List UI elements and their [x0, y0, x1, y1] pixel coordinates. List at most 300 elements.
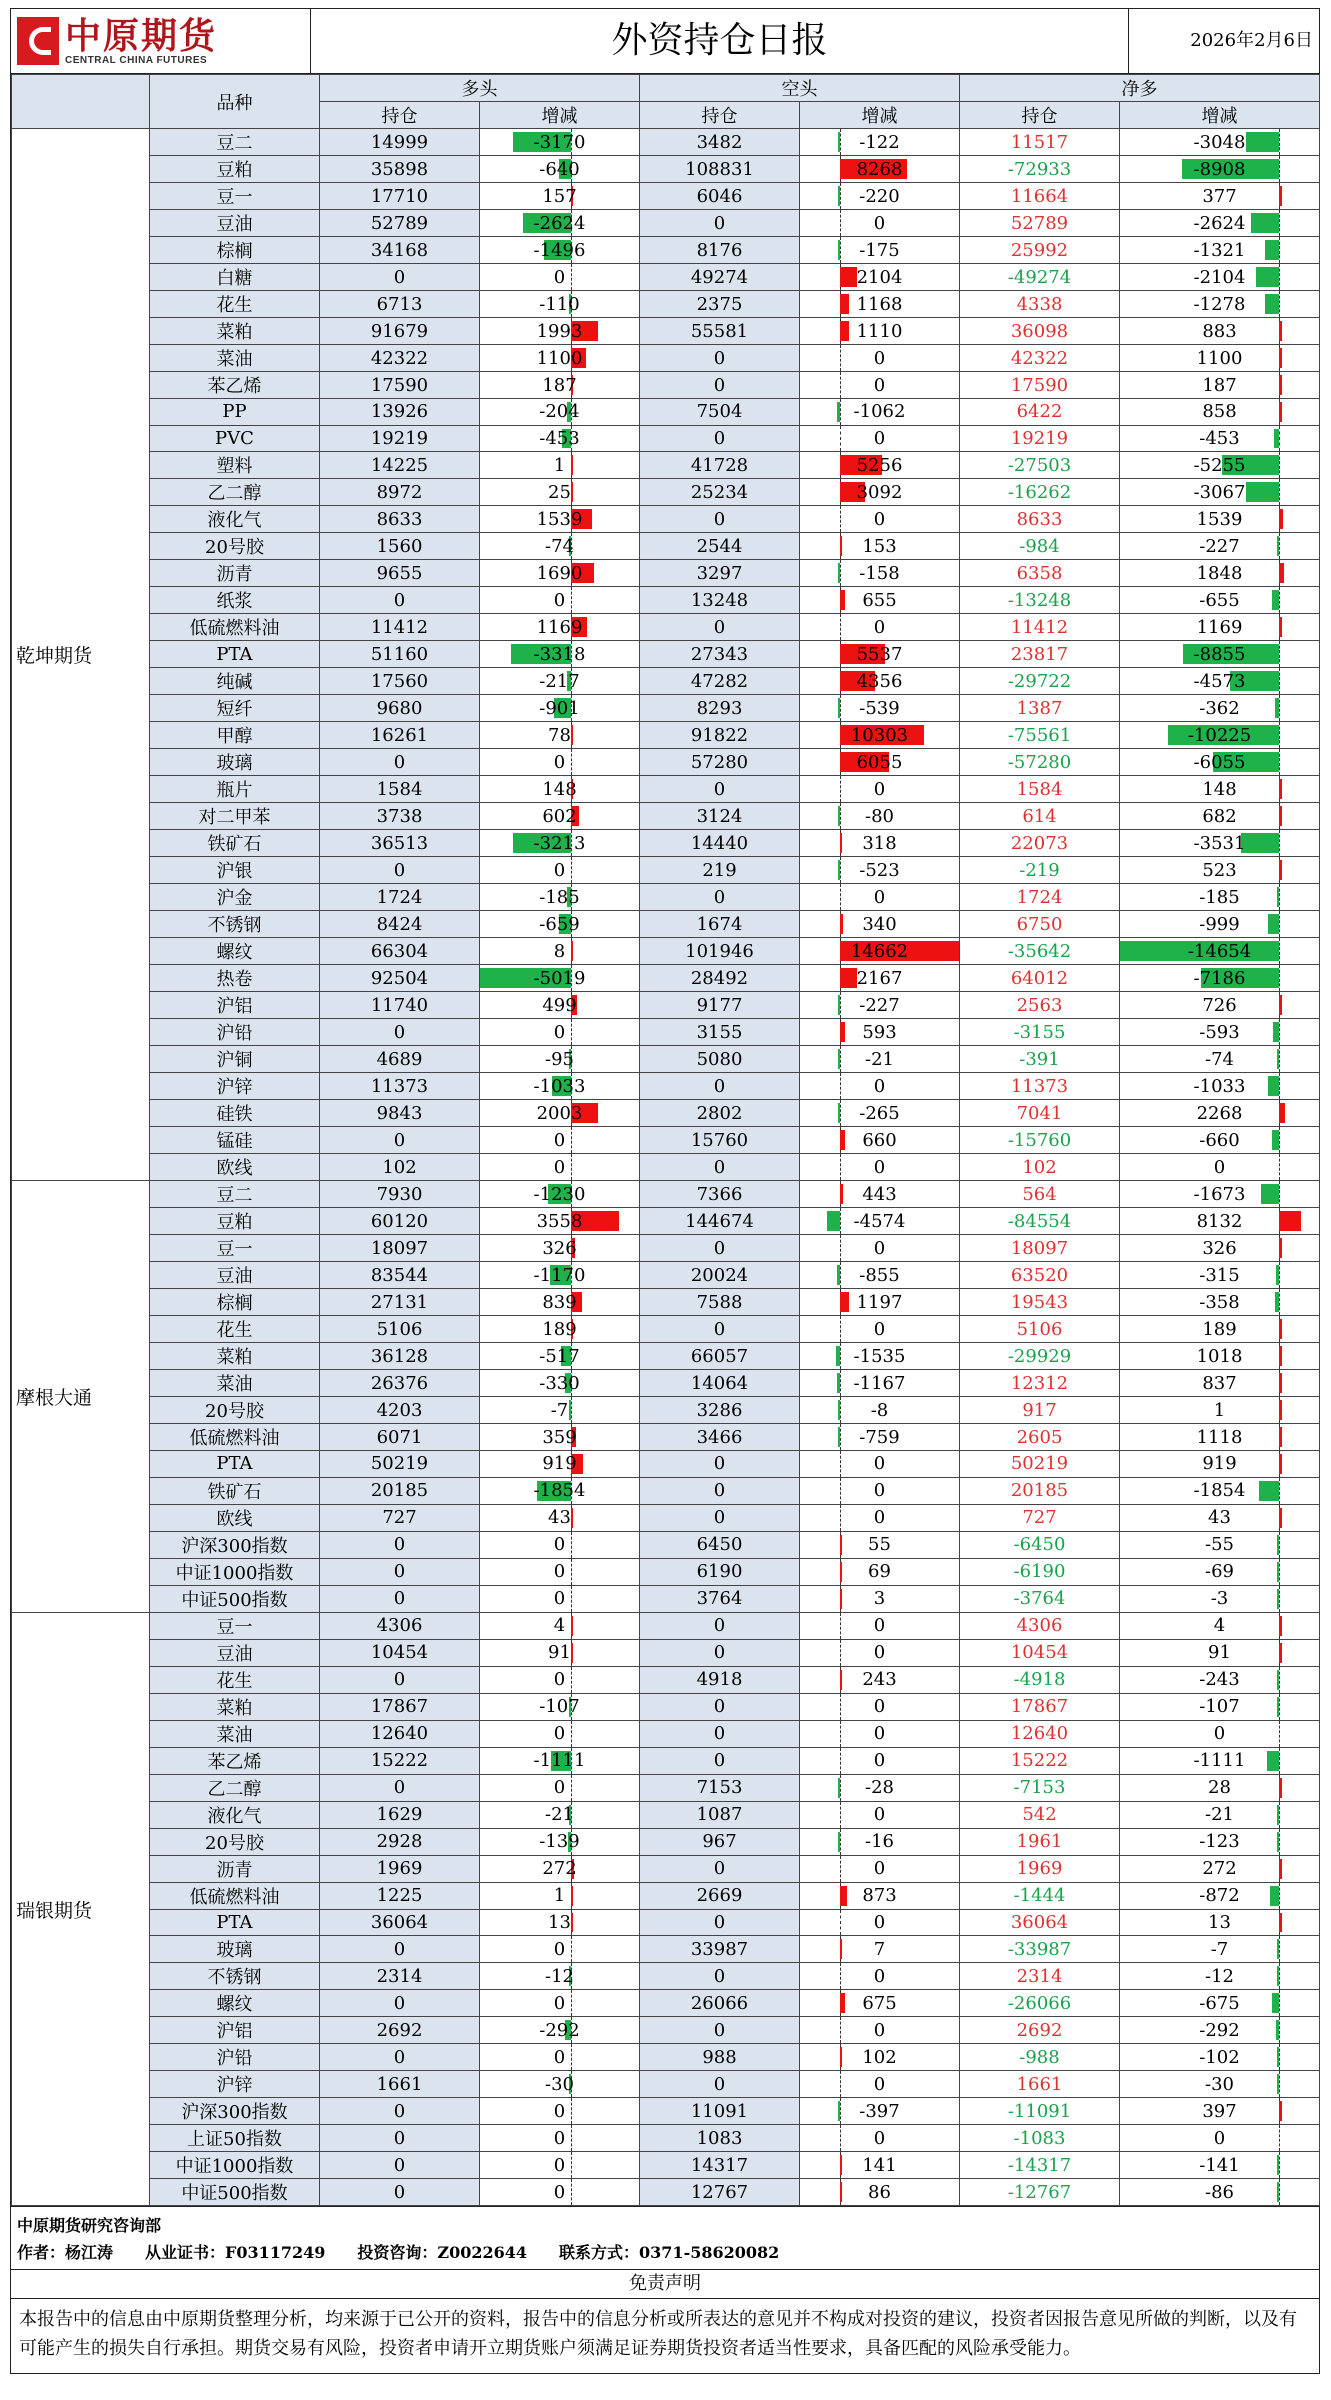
table-row	[12, 1451, 1320, 1478]
zero-axis	[840, 803, 841, 829]
increase-bar	[1279, 1913, 1281, 1933]
change-value: 883	[1202, 320, 1237, 342]
variety-cell: 豆一	[150, 183, 320, 210]
zero-axis	[571, 857, 572, 883]
increase-bar	[840, 1130, 845, 1150]
zero-axis	[840, 1478, 841, 1504]
decrease-bar	[837, 402, 840, 422]
zero-axis	[571, 2179, 572, 2205]
long-change-cell	[480, 1343, 640, 1370]
zero-axis	[1279, 1262, 1280, 1288]
short-hold-cell: 0	[640, 1316, 800, 1343]
change-value: -28	[865, 1777, 894, 1799]
short-change-cell	[800, 129, 960, 156]
variety-cell: 锰硅	[150, 1127, 320, 1154]
change-value: 0	[553, 2046, 566, 2068]
net-hold-cell: 52789	[960, 210, 1120, 237]
change-value: 14662	[850, 940, 909, 962]
change-value: -659	[539, 913, 580, 935]
zero-axis	[840, 1397, 841, 1423]
change-value: 0	[873, 1480, 886, 1502]
change-value: 78	[548, 724, 571, 746]
change-value: 189	[542, 1318, 577, 1340]
net-change-cell	[1120, 1100, 1320, 1127]
table-row	[12, 372, 1320, 399]
short-change-cell	[800, 1774, 960, 1801]
table-row	[12, 1019, 1320, 1046]
short-hold-cell: 5080	[640, 1046, 800, 1073]
increase-bar	[840, 1562, 842, 1582]
zero-axis	[840, 1046, 841, 1072]
table-row	[12, 1370, 1320, 1397]
net-hold-cell: -26066	[960, 1990, 1120, 2017]
long-hold-cell: 0	[320, 749, 480, 776]
change-value: -139	[539, 1831, 580, 1853]
net-hold-cell: 11373	[960, 1073, 1120, 1100]
net-change-cell	[1120, 587, 1320, 614]
net-change-cell	[1120, 1612, 1320, 1639]
table-row	[12, 533, 1320, 560]
table-row	[12, 1612, 1320, 1639]
short-hold-cell: 91822	[640, 722, 800, 749]
net-hold-cell: -7153	[960, 1774, 1120, 1801]
change-value: -185	[1199, 886, 1240, 908]
table-row	[12, 1936, 1320, 1963]
table-row	[12, 1046, 1320, 1073]
net-hold-cell: -988	[960, 2044, 1120, 2071]
change-value: -69	[1205, 1561, 1234, 1583]
net-hold-cell: 727	[960, 1504, 1120, 1531]
long-hold-cell: 727	[320, 1504, 480, 1531]
net-hold-cell: -75561	[960, 722, 1120, 749]
short-hold-cell: 0	[640, 1720, 800, 1747]
net-hold-cell: -27503	[960, 452, 1120, 479]
long-change-cell	[480, 1828, 640, 1855]
change-value: -675	[1199, 1992, 1240, 2014]
short-header: 空头	[640, 75, 960, 102]
decrease-bar	[838, 186, 840, 206]
table-row	[12, 830, 1320, 857]
change-value: -3067	[1193, 481, 1246, 503]
table-row	[12, 992, 1320, 1019]
change-value: -655	[1199, 589, 1240, 611]
long-hold-cell: 0	[320, 1585, 480, 1612]
table-row	[12, 2152, 1320, 2179]
zero-axis	[1279, 587, 1280, 613]
change-value: 43	[548, 1507, 571, 1529]
zero-axis	[1279, 641, 1280, 667]
variety-cell: 豆油	[150, 1262, 320, 1289]
zero-axis	[840, 1370, 841, 1396]
long-hold-cell: 0	[320, 2152, 480, 2179]
increase-bar	[1279, 1643, 1281, 1663]
change-value: 0	[873, 1615, 886, 1637]
net-change-cell	[1120, 1154, 1320, 1181]
decrease-bar	[1275, 698, 1279, 718]
decrease-bar	[838, 132, 840, 152]
long-change-cell	[480, 1909, 640, 1936]
zero-axis	[1279, 452, 1280, 478]
net-change-cell	[1120, 156, 1320, 183]
short-change-cell	[800, 1262, 960, 1289]
change-value: 0	[873, 1642, 886, 1664]
change-value: 3558	[536, 1210, 583, 1232]
long-hold-cell: 0	[320, 264, 480, 291]
short-hold-cell: 0	[640, 2017, 800, 2044]
short-hold-cell: 2544	[640, 533, 800, 560]
change-value: 102	[862, 2046, 897, 2068]
long-hold-cell: 11740	[320, 992, 480, 1019]
short-change-cell	[800, 1019, 960, 1046]
decrease-bar	[1276, 2020, 1279, 2040]
change-value: 1197	[856, 1291, 903, 1313]
change-value: -901	[539, 697, 580, 719]
change-value: 1168	[856, 293, 903, 315]
long-change-cell	[480, 1370, 640, 1397]
change-value: -3048	[1193, 131, 1246, 153]
change-value: -227	[859, 994, 900, 1016]
zero-axis	[840, 183, 841, 209]
net-change-cell	[1120, 1046, 1320, 1073]
long-hold-cell: 17867	[320, 1693, 480, 1720]
increase-bar	[840, 2155, 842, 2175]
short-change-cell	[800, 1424, 960, 1451]
net-hold-cell: 25992	[960, 237, 1120, 264]
table-row	[12, 614, 1320, 641]
short-hold-cell: 6450	[640, 1531, 800, 1558]
short-hold-cell: 219	[640, 857, 800, 884]
change-value: 0	[1213, 1723, 1226, 1745]
change-value: 187	[542, 374, 577, 396]
zero-axis	[1279, 210, 1280, 236]
change-value: 0	[553, 859, 566, 881]
change-value: 655	[862, 589, 897, 611]
zero-axis	[1279, 1936, 1280, 1962]
net-change-cell	[1120, 641, 1320, 668]
zero-axis	[1279, 2044, 1280, 2070]
zero-axis	[1279, 965, 1280, 991]
long-change-cell	[480, 506, 640, 533]
decrease-bar	[1246, 132, 1279, 152]
long-change-cell	[480, 911, 640, 938]
change-value: -10225	[1187, 724, 1252, 746]
net-hold-cell: 7041	[960, 1100, 1120, 1127]
decrease-bar	[838, 1400, 840, 1420]
long-hold-cell: 0	[320, 2179, 480, 2206]
long-change-cell	[480, 1666, 640, 1693]
table-row	[12, 1100, 1320, 1127]
short-change-header: 增减	[800, 102, 960, 129]
variety-cell: 上证50指数	[150, 2125, 320, 2152]
change-value: -1111	[533, 1750, 586, 1772]
change-value: -1496	[533, 239, 586, 261]
research-dept: 中原期货研究咨询部	[17, 2216, 162, 2236]
short-hold-header: 持仓	[640, 102, 800, 129]
variety-cell: 菜油	[150, 1370, 320, 1397]
short-change-cell	[800, 1289, 960, 1316]
net-change-cell	[1120, 129, 1320, 156]
net-hold-cell: 15222	[960, 1747, 1120, 1774]
short-change-cell	[800, 1100, 960, 1127]
net-change-cell	[1120, 695, 1320, 722]
net-change-cell	[1120, 2071, 1320, 2098]
short-hold-cell: 0	[640, 614, 800, 641]
change-value: 0	[873, 1453, 886, 1475]
net-hold-cell: 8633	[960, 506, 1120, 533]
short-hold-cell: 0	[640, 1747, 800, 1774]
net-hold-cell: -3764	[960, 1585, 1120, 1612]
short-change-cell	[800, 1720, 960, 1747]
table-row	[12, 1963, 1320, 1990]
increase-bar	[840, 536, 842, 556]
short-change-cell	[800, 2017, 960, 2044]
increase-bar	[840, 1535, 842, 1555]
change-value: -759	[859, 1426, 900, 1448]
net-hold-cell: 2692	[960, 2017, 1120, 2044]
change-value: 682	[1202, 805, 1237, 827]
table-row	[12, 668, 1320, 695]
table-row	[12, 1477, 1320, 1504]
zero-axis	[840, 1451, 841, 1477]
net-header: 净多	[960, 75, 1320, 102]
decrease-bar	[1267, 1751, 1279, 1771]
change-value: -2104	[1193, 266, 1246, 288]
zero-axis	[840, 129, 841, 155]
long-hold-cell: 17710	[320, 183, 480, 210]
long-change-cell	[480, 1154, 640, 1181]
table-row	[12, 2071, 1320, 2098]
net-change-cell	[1120, 1963, 1320, 1990]
increase-bar	[1279, 402, 1281, 422]
long-change-cell	[480, 2071, 640, 2098]
net-change-cell	[1120, 425, 1320, 452]
long-hold-cell: 0	[320, 1558, 480, 1585]
table-row	[12, 1639, 1320, 1666]
decrease-bar	[1274, 429, 1279, 449]
net-change-cell	[1120, 1747, 1320, 1774]
zero-axis	[1279, 722, 1280, 748]
variety-cell: 沪铜	[150, 1046, 320, 1073]
short-change-cell	[800, 1073, 960, 1100]
change-value: -1278	[1193, 293, 1246, 315]
long-change-cell	[480, 722, 640, 749]
long-change-cell	[480, 938, 640, 965]
change-value: 10303	[850, 724, 909, 746]
net-change-cell	[1120, 2044, 1320, 2071]
net-change-cell	[1120, 1990, 1320, 2017]
table-row	[12, 587, 1320, 614]
change-value: 8268	[856, 158, 903, 180]
net-change-cell	[1120, 1208, 1320, 1235]
long-hold-cell: 20185	[320, 1477, 480, 1504]
net-change-cell	[1120, 1558, 1320, 1585]
change-value: 919	[1202, 1453, 1237, 1475]
change-value: -1170	[533, 1264, 586, 1286]
short-change-cell	[800, 1828, 960, 1855]
logo-name-cn: 中原期货	[65, 14, 218, 57]
short-change-cell	[800, 506, 960, 533]
zero-axis	[571, 1019, 572, 1045]
zero-axis	[1279, 1559, 1280, 1585]
net-hold-cell: -15760	[960, 1127, 1120, 1154]
logo-name-en: CENTRAL CHINA FUTURES	[65, 54, 208, 66]
increase-bar	[840, 1184, 844, 1204]
change-value: 2104	[856, 266, 903, 288]
table-row	[12, 884, 1320, 911]
short-hold-cell: 7153	[640, 1774, 800, 1801]
change-value: -2624	[1193, 212, 1246, 234]
short-hold-cell: 0	[640, 1504, 800, 1531]
zero-axis	[1279, 2071, 1280, 2097]
table-row	[12, 506, 1320, 533]
change-value: 0	[1213, 1156, 1226, 1178]
change-value: -660	[1199, 1129, 1240, 1151]
net-change-cell	[1120, 911, 1320, 938]
long-change-cell	[480, 1424, 640, 1451]
page-title: 外资持仓日报	[311, 9, 1129, 73]
variety-cell: 乙二醇	[150, 1774, 320, 1801]
net-hold-cell: 19219	[960, 425, 1120, 452]
table-row	[12, 2044, 1320, 2071]
short-hold-cell: 12767	[640, 2179, 800, 2206]
short-change-cell	[800, 1639, 960, 1666]
net-change-cell	[1120, 183, 1320, 210]
long-change-header: 增减	[480, 102, 640, 129]
long-change-cell	[480, 1397, 640, 1424]
broker-name: 瑞银期货	[12, 1612, 150, 2206]
short-hold-cell: 0	[640, 210, 800, 237]
net-change-cell	[1120, 345, 1320, 372]
long-change-cell	[480, 1100, 640, 1127]
long-hold-cell: 5106	[320, 1316, 480, 1343]
increase-bar	[571, 455, 573, 475]
long-change-cell	[480, 1316, 640, 1343]
short-hold-cell: 15760	[640, 1127, 800, 1154]
decrease-bar	[838, 698, 840, 718]
long-change-cell	[480, 1558, 640, 1585]
table-row	[12, 641, 1320, 668]
change-value: 0	[873, 212, 886, 234]
table-row	[12, 938, 1320, 965]
change-value: 86	[868, 2181, 891, 2203]
zero-axis	[571, 1667, 572, 1693]
long-change-cell	[480, 425, 640, 452]
net-hold-cell: -29722	[960, 668, 1120, 695]
table-row	[12, 129, 1320, 156]
change-value: 1169	[536, 616, 583, 638]
long-change-cell	[480, 776, 640, 803]
variety-cell: 中证1000指数	[150, 1558, 320, 1585]
short-change-cell	[800, 1936, 960, 1963]
short-hold-cell: 967	[640, 1828, 800, 1855]
decrease-bar	[1275, 1292, 1279, 1312]
net-change-cell	[1120, 1316, 1320, 1343]
variety-cell: 硅铁	[150, 1100, 320, 1127]
short-hold-cell: 7504	[640, 399, 800, 426]
variety-cell: 豆一	[150, 1235, 320, 1262]
table-row	[12, 210, 1320, 237]
long-change-cell	[480, 1181, 640, 1208]
long-hold-cell: 1629	[320, 1801, 480, 1828]
zero-axis	[1279, 884, 1280, 910]
zero-axis	[571, 1127, 572, 1153]
zero-axis	[840, 2125, 841, 2151]
zero-axis	[1279, 1181, 1280, 1207]
long-change-cell	[480, 479, 640, 506]
change-value: -2624	[533, 212, 586, 234]
increase-bar	[840, 1589, 842, 1609]
change-value: 326	[1202, 1237, 1237, 1259]
net-hold-cell: 5106	[960, 1316, 1120, 1343]
short-change-cell	[800, 1127, 960, 1154]
short-change-cell	[800, 1316, 960, 1343]
long-change-cell	[480, 1747, 640, 1774]
decrease-bar	[838, 563, 840, 583]
increase-bar	[840, 914, 843, 934]
zero-axis	[1279, 2017, 1280, 2043]
zero-axis	[840, 1802, 841, 1828]
change-value: 0	[553, 1669, 566, 1691]
short-hold-cell: 0	[640, 1451, 800, 1478]
change-value: 28	[1208, 1777, 1231, 1799]
long-change-cell	[480, 1936, 640, 1963]
change-value: 0	[873, 1912, 886, 1934]
net-hold-cell: -72933	[960, 156, 1120, 183]
short-change-cell	[800, 1612, 960, 1639]
short-hold-cell: 0	[640, 1477, 800, 1504]
net-hold-cell: -1083	[960, 2125, 1120, 2152]
change-value: 157	[542, 185, 577, 207]
long-hold-cell: 8972	[320, 479, 480, 506]
long-change-cell	[480, 2044, 640, 2071]
net-change-cell	[1120, 452, 1320, 479]
variety-cell: 菜粕	[150, 1343, 320, 1370]
short-hold-cell: 25234	[640, 479, 800, 506]
decrease-bar	[1273, 1022, 1279, 1042]
short-hold-cell: 0	[640, 1909, 800, 1936]
net-change-cell	[1120, 1262, 1320, 1289]
long-change-cell	[480, 264, 640, 291]
change-value: 523	[1202, 859, 1237, 881]
change-value: -640	[539, 158, 580, 180]
long-hold-cell: 51160	[320, 641, 480, 668]
net-hold-cell: -16262	[960, 479, 1120, 506]
change-value: -8855	[1193, 643, 1246, 665]
change-value: 726	[1202, 994, 1237, 1016]
change-value: 6055	[856, 751, 903, 773]
long-change-cell	[480, 2179, 640, 2206]
net-hold-cell: 18097	[960, 1235, 1120, 1262]
zero-axis	[1279, 1532, 1280, 1558]
long-hold-cell: 15222	[320, 1747, 480, 1774]
long-hold-cell: 92504	[320, 965, 480, 992]
change-value: -14654	[1187, 940, 1252, 962]
long-hold-cell: 11412	[320, 614, 480, 641]
increase-bar	[840, 2047, 842, 2067]
long-hold-cell: 34168	[320, 237, 480, 264]
short-change-cell	[800, 479, 960, 506]
change-value: -217	[539, 670, 580, 692]
increase-bar	[1279, 995, 1281, 1015]
table-row	[12, 345, 1320, 372]
long-hold-cell: 3738	[320, 803, 480, 830]
zero-axis	[840, 560, 841, 586]
change-value: -4573	[1193, 670, 1246, 692]
variety-cell: 甲醇	[150, 722, 320, 749]
net-change-cell	[1120, 1289, 1320, 1316]
zero-axis	[1279, 533, 1280, 559]
zero-axis	[1279, 1154, 1280, 1180]
